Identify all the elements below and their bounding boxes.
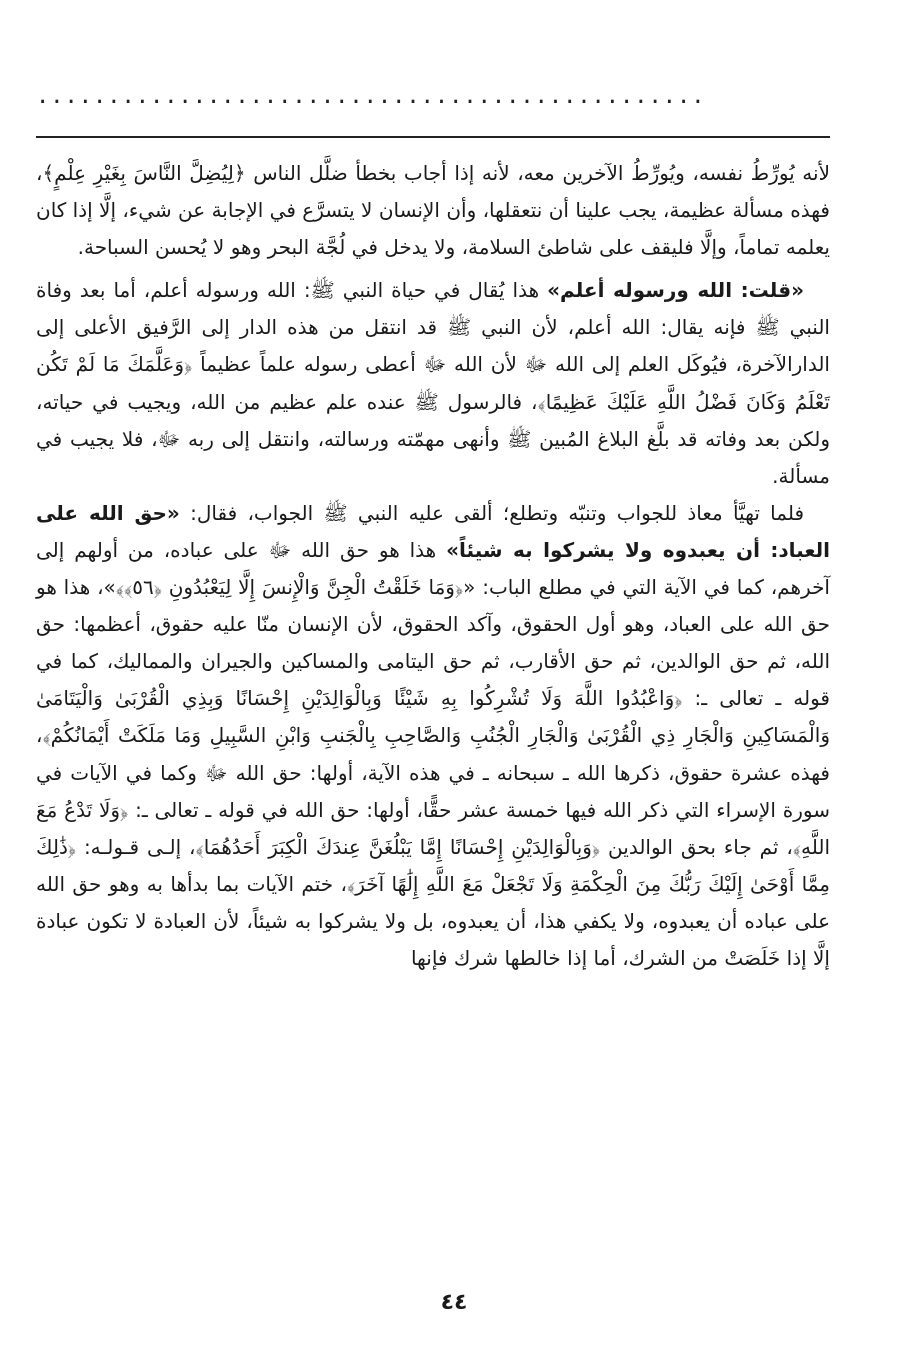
page-number: ٤٤ <box>440 1290 468 1315</box>
paragraph-3-intro: فلما تهيَّأ معاذ للجواب وتنبّه وتطلع؛ ألقى عليه النبي ﷺ الجواب، فقال: <box>179 500 804 525</box>
body-text <box>36 155 830 977</box>
paragraph-3-hadith-quote: «حق الله على العباد: أن يعبدوه ولا يشركوا به شيئاً» <box>36 500 830 562</box>
header-rule <box>36 136 830 138</box>
decorative-dotted-line: ............................................... <box>36 86 706 108</box>
paragraph-3 <box>36 495 830 977</box>
paragraph-2-body: هذا يُقال في حياة النبي ﷺ: الله ورسوله أعلم، أما بعد وفاة النبي ﷺ فإنه يقال: الله أعلم، لأن النبي ﷺ قد انتقل من هذه الدار إلى الرَّفيق الأعلى إلى الدارالآخرة، فيُوكَل العلم إلى الله ﷻ لأن الله ﷻ أعطى رسوله علماً عظيماً ﴿وَعَلَّمَكَ مَا لَمْ تَكُن تَعْلَمُ وَكَانَ فَضْلُ اللَّهِ عَلَيْكَ عَظِيمًا﴾، فالرسول ﷺ عنده علم عظيم من الله، ويجيب في حياته، ولكن بعد وفاته قد بلَّغ البلاغ المُبين ﷺ وأنهى مهمّته ورسالته، وانتقل إلى ربه ﷻ، فلا يجيب في مسألة. <box>36 278 830 488</box>
paragraph-2 <box>36 272 830 495</box>
paragraph-1: لأنه يُورِّطُ نفسه، ويُورِّطُ الآخرين معه، لأنه إذا أجاب بخطأ ضلَّل الناس ﴿لِيُضِلَّ النَّاسَ بِغَيْرِ عِلْمٍ﴾، فهذه مسألة عظيمة، يجب علينا أن نتعقلها، وأن الإنسان لا يتسرَّع في الإجابة عن شيء، إلَّا إذا كان يعلمه تماماً، وإلَّا فليقف على شاطئ السلامة، ولا يدخل في لُجَّة البحر وهو لا يُحسن السباحة. <box>36 161 830 260</box>
paragraph-3-body: هذا هو حق الله ﷻ على عباده، من أولهم إلى آخرهم، كما في الآية التي في مطلع الباب: «﴿وَمَا خَلَقْتُ الْجِنَّ وَالْإِنسَ إِلَّا لِيَعْبُدُونِ ﴿٥٦﴾﴾»، هذا هو حق الله على العباد، وهو أول الحقوق، وآكد الحقوق، لأن الإنسان منّا عليه حقوق، أعظمها: حق الله، ثم حق الوالدين، ثم حق الأقارب، ثم حق اليتامى والمساكين والجيران والمماليك، كما في قوله ـ تعالى ـ: ﴿وَاعْبُدُوا اللَّهَ وَلَا تُشْرِكُوا بِهِ شَيْئًا وَبِالْوَالِدَيْنِ إِحْسَانًا وَبِذِي الْقُرْبَىٰ وَالْيَتَامَىٰ وَالْمَسَاكِينِ وَالْجَارِ ذِي الْقُرْبَىٰ وَالْجَارِ الْجُنُبِ وَالصَّاحِبِ بِالْجَنبِ وَابْنِ السَّبِيلِ وَمَا مَلَكَتْ أَيْمَانُكُمْ﴾، فهذه عشرة حقوق، ذكرها الله ـ سبحانه ـ في هذه الآية، أولها: حق الله ﷻ وكما في الآيات في سورة الإسراء التي ذكر الله فيها خمسة عشر حقًّا، أولها: حق الله في قوله ـ تعالى ـ: ﴿وَلَا تَدْعُ مَعَ اللَّهِ﴾، ثم جاء بحق الوالدين ﴿وَبِالْوَالِدَيْنِ إِحْسَانًا إِمَّا يَبْلُغَنَّ عِندَكَ الْكِبَرَ أَحَدُهُمَا﴾، إلـى قـولـه: ﴿ذَٰلِكَ مِمَّا أَوْحَىٰ إِلَيْكَ رَبُّكَ مِنَ الْحِكْمَةِ وَلَا تَجْعَلْ مَعَ اللَّهِ إِلَٰهًا آخَرَ﴾، ختم الآيات بما بدأها به وهو حق الله على عباده أن يعبدوه، ولا يكفي هذا، أن يعبدوه، بل ولا يشركوا به شيئاً، لأن العبادة لا تكون عبادة إلَّا إذا خَلَصَتْ من الشرك، أما إذا خالطها شرك فإنها <box>36 537 830 970</box>
paragraph-2-hadith-quote: «قلت: الله ورسوله أعلم» <box>547 278 804 303</box>
